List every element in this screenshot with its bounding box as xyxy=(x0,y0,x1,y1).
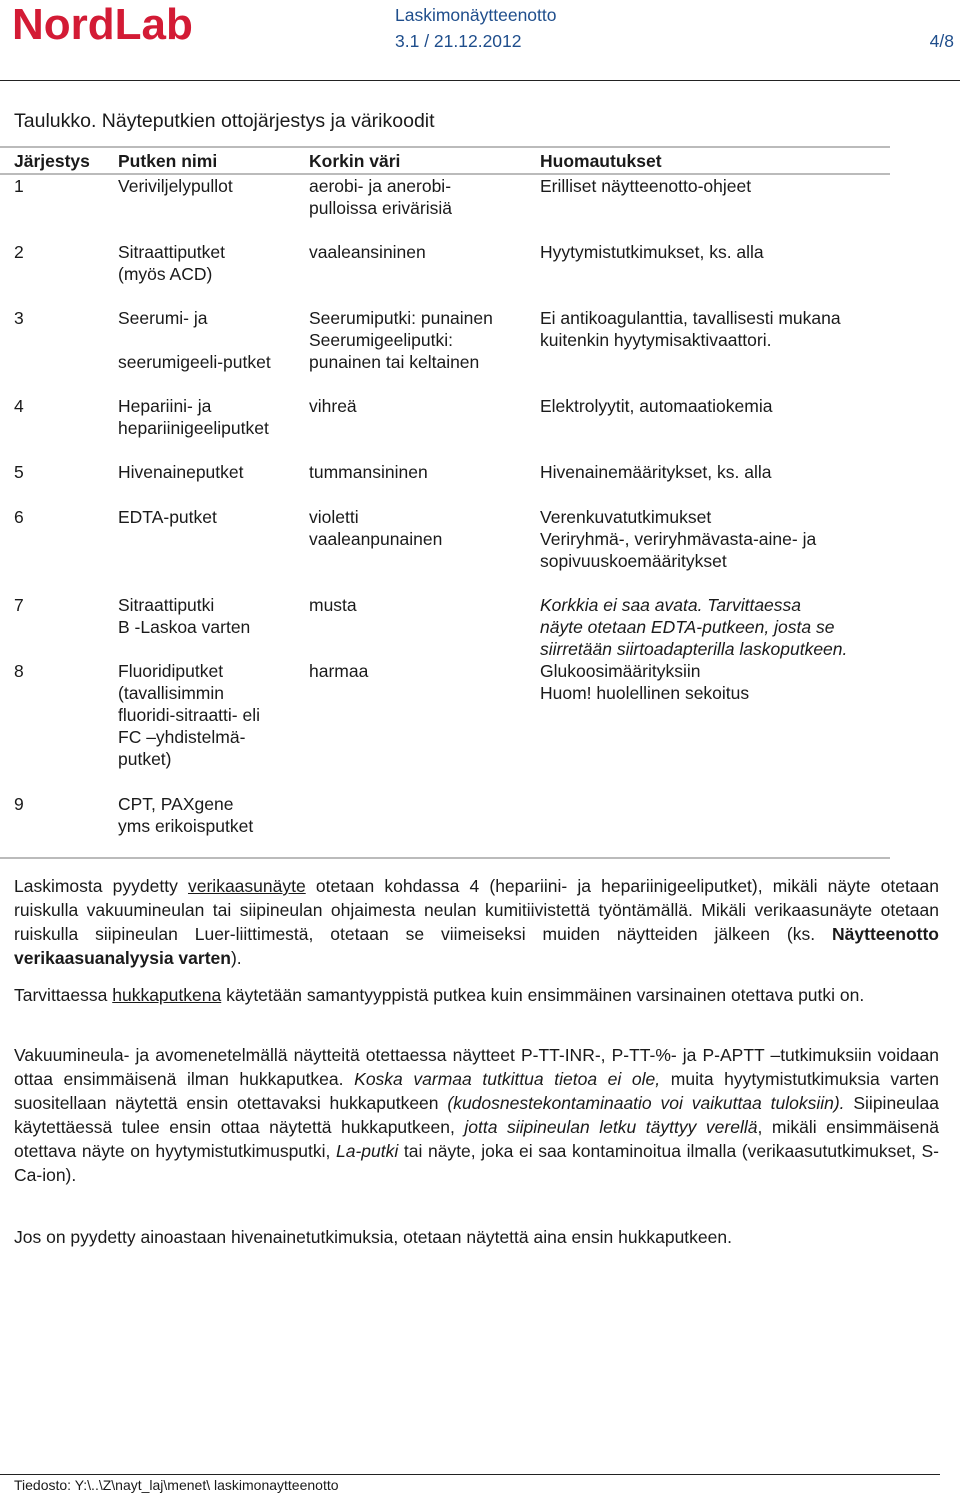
row-8-name: Fluoridiputket (tavallisimmin fluoridi-sitraatti- eli FC –yhdistelmä- putket) xyxy=(118,661,260,769)
row-1-order: 1 xyxy=(14,176,24,196)
page-number: 4/8 xyxy=(929,31,954,51)
row-3-color: Seerumiputki: punainen Seerumigeeliputki: punainen tai keltainen xyxy=(309,308,493,372)
col-header-name: Putken nimi xyxy=(118,151,218,171)
table-caption: Taulukko. Näyteputkien ottojärjestys ja värikoodit xyxy=(14,110,435,132)
link-verikaasunayte[interactable]: verikaasunäyte xyxy=(188,876,306,896)
row-6-color: violetti vaaleanpunainen xyxy=(309,507,443,549)
row-4-order: 4 xyxy=(14,396,24,416)
row-2-order: 2 xyxy=(14,242,24,262)
ref-verikaasuanalyysi: Näytteenotto verikaasuanalyysia varten xyxy=(14,924,939,968)
row-3-order: 3 xyxy=(14,308,24,328)
row-6-name: EDTA-putket xyxy=(118,507,217,527)
row-5-order: 5 xyxy=(14,462,24,482)
version-date: 3.1 / 21.12.2012 xyxy=(395,31,522,51)
row-4-color: vihreä xyxy=(309,396,357,416)
row-4-notes: Elektrolyytit, automaatiokemia xyxy=(540,396,773,416)
row-5-name: Hivenaineputket xyxy=(118,462,244,482)
row-1-color: aerobi- ja anerobi- pulloissa erivärisiä xyxy=(309,176,452,218)
row-2-notes: Hyytymistutkimukset, ks. alla xyxy=(540,242,764,262)
nordlab-logo xyxy=(12,2,212,46)
row-7-color: musta xyxy=(309,595,357,615)
logo-text: NordLab xyxy=(12,2,193,46)
row-1-notes: Erilliset näytteenotto-ohjeet xyxy=(540,176,752,196)
table-bottom-rule xyxy=(0,857,890,859)
row-7-notes: Korkkia ei saa avata. Tarvittaessa näyte otetaan EDTA-putkeen, josta se siirretään siirtoadapterilla laskoputkeen. xyxy=(540,595,848,659)
link-hukkaputkena[interactable]: hukkaputkena xyxy=(112,985,222,1005)
footer-divider xyxy=(0,1474,940,1475)
col-header-color: Korkin väri xyxy=(309,151,401,171)
row-9-order: 9 xyxy=(14,794,24,814)
row-3-name: Seerumi- ja seerumigeeli-putket xyxy=(118,308,271,372)
row-5-color: tummansininen xyxy=(309,462,428,482)
col-header-order: Järjestys xyxy=(14,151,90,171)
row-9-name: CPT, PAXgene yms erikoisputket xyxy=(118,794,254,836)
document-title: Laskimonäytteenotto xyxy=(395,5,557,25)
paragraph-waste-tube: Tarvittaessa hukkaputkena käytetään samantyyppistä putkea kuin ensimmäinen varsinainen otettava putki on. xyxy=(14,985,865,1005)
row-2-name: Sitraattiputket (myös ACD) xyxy=(118,242,225,284)
table-top-rule xyxy=(0,146,890,148)
paragraph-coagulation: Vakuumineula- ja avomenetelmällä näytteitä otettaessa näytteet P-TT-INR-, P-TT-%- ja P-APTT –tutkimuksiin voidaan ottaa ensimmäisenä ilman hukkaputkea. Koska varmaa tutkittua tietoa ei ole, muita hyytymistutkimuksia varten suositellaan näytettä ensin otettavaksi hukkaputkeen (kudosnestekontaminaatio voi vaikuttaa tuloksiin). Siipineulaa käytettäessä tulee ensin ottaa näytettä hukkaputkeen, jotta siipineulan letku täyttyy verellä, mikäli ensimmäisenä otettava näyte on hyytymistutkimusputki, La-putki tai näyte, joka ei saa kontaminoitua ilmalla (verikaasututkimukset, S-Ca-ion). xyxy=(14,1045,940,1185)
paragraph-trace-elements: Jos on pyydetty ainoastaan hivenainetutkimuksia, otetaan näytettä aina ensin hukkaputkeen. xyxy=(14,1227,732,1247)
row-1-name: Veriviljelypullot xyxy=(118,176,233,196)
header-divider xyxy=(0,80,960,81)
paragraph-bloodgas: Laskimosta pyydetty verikaasunäyte otetaan kohdassa 4 (hepariini- ja hepariinigeeliputket), mikäli näyte otetaan ruiskulla vakuumineulan tai siipineulan ohjaimesta neulan kumitiivistettä työntämällä. Mikäli verikaasunäyte otetaan ruiskulla siipineulan Luer-liittimestä, otetaan se viimeiseksi muiden näytteiden jälkeen (ks. Näytteenotto verikaasuanalyysia varten). xyxy=(14,876,939,968)
row-7-name: Sitraattiputki B -Laskoa varten xyxy=(118,595,251,637)
col-header-notes: Huomautukset xyxy=(540,151,662,171)
row-8-order: 8 xyxy=(14,661,24,681)
row-3-notes: Ei antikoagulanttia, tavallisesti mukana kuitenkin hyytymisaktivaattori. xyxy=(540,308,841,350)
footer-file-path: Tiedosto: Y:\..\Z\nayt_laj\menet\ laskimonaytteenotto xyxy=(14,1477,339,1493)
row-7-order: 7 xyxy=(14,595,24,615)
row-6-order: 6 xyxy=(14,507,24,527)
row-4-name: Hepariini- ja hepariinigeeliputket xyxy=(118,396,269,438)
row-5-notes: Hivenainemääritykset, ks. alla xyxy=(540,462,772,482)
row-8-color: harmaa xyxy=(309,661,369,681)
row-2-color: vaaleansininen xyxy=(309,242,426,262)
row-8-notes: Glukoosimäärityksiin Huom! huolellinen sekoitus xyxy=(540,661,750,703)
row-6-notes: Verenkuvatutkimukset Veriryhmä-, veriryhmävasta-aine- ja sopivuuskoemääritykset xyxy=(540,507,817,571)
